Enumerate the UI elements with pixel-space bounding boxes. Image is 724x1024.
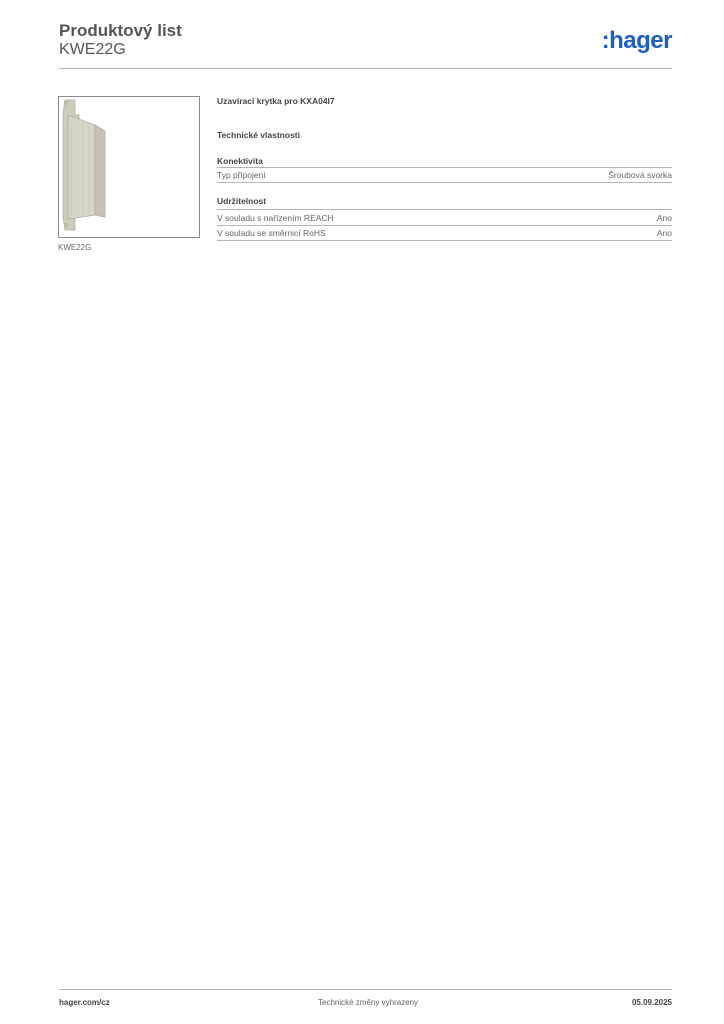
hager-logo: :hager	[601, 27, 672, 54]
footer-divider	[59, 989, 672, 990]
group-divider	[217, 209, 672, 210]
row-value: Ano	[656, 213, 672, 223]
group-title-konektivita: Konektivita	[217, 156, 263, 166]
product-picture	[59, 97, 199, 237]
header-divider	[59, 68, 672, 69]
row-label: V souladu se směrnicí RoHS	[217, 228, 326, 238]
product-image	[58, 96, 200, 238]
row-divider	[217, 225, 672, 226]
footer-note: Technické změny vyhrazeny	[318, 998, 419, 1007]
page-header	[59, 21, 672, 69]
image-caption: KWE22G	[58, 243, 92, 252]
row-divider	[217, 182, 672, 183]
product-code: KWE22G	[59, 41, 126, 58]
row-label: Typ připojení	[217, 170, 266, 180]
row-value: Ano	[656, 228, 672, 238]
footer-website-link[interactable]: hager.com/cz	[59, 998, 110, 1007]
group-divider	[217, 167, 672, 168]
row-value: Šroubová svorka	[608, 170, 672, 180]
footer-date: 05.09.2025	[631, 998, 672, 1007]
group-title-udrzitelnost: Udržitelnost	[217, 196, 267, 206]
row-divider	[217, 240, 672, 241]
product-description: Uzavírací krytka pro KXA04I7	[217, 96, 335, 106]
section-title: Technické vlastnosti	[217, 130, 300, 140]
page-title: Produktový list	[59, 21, 182, 40]
row-label: V souladu s nařízením REACH	[217, 213, 334, 223]
